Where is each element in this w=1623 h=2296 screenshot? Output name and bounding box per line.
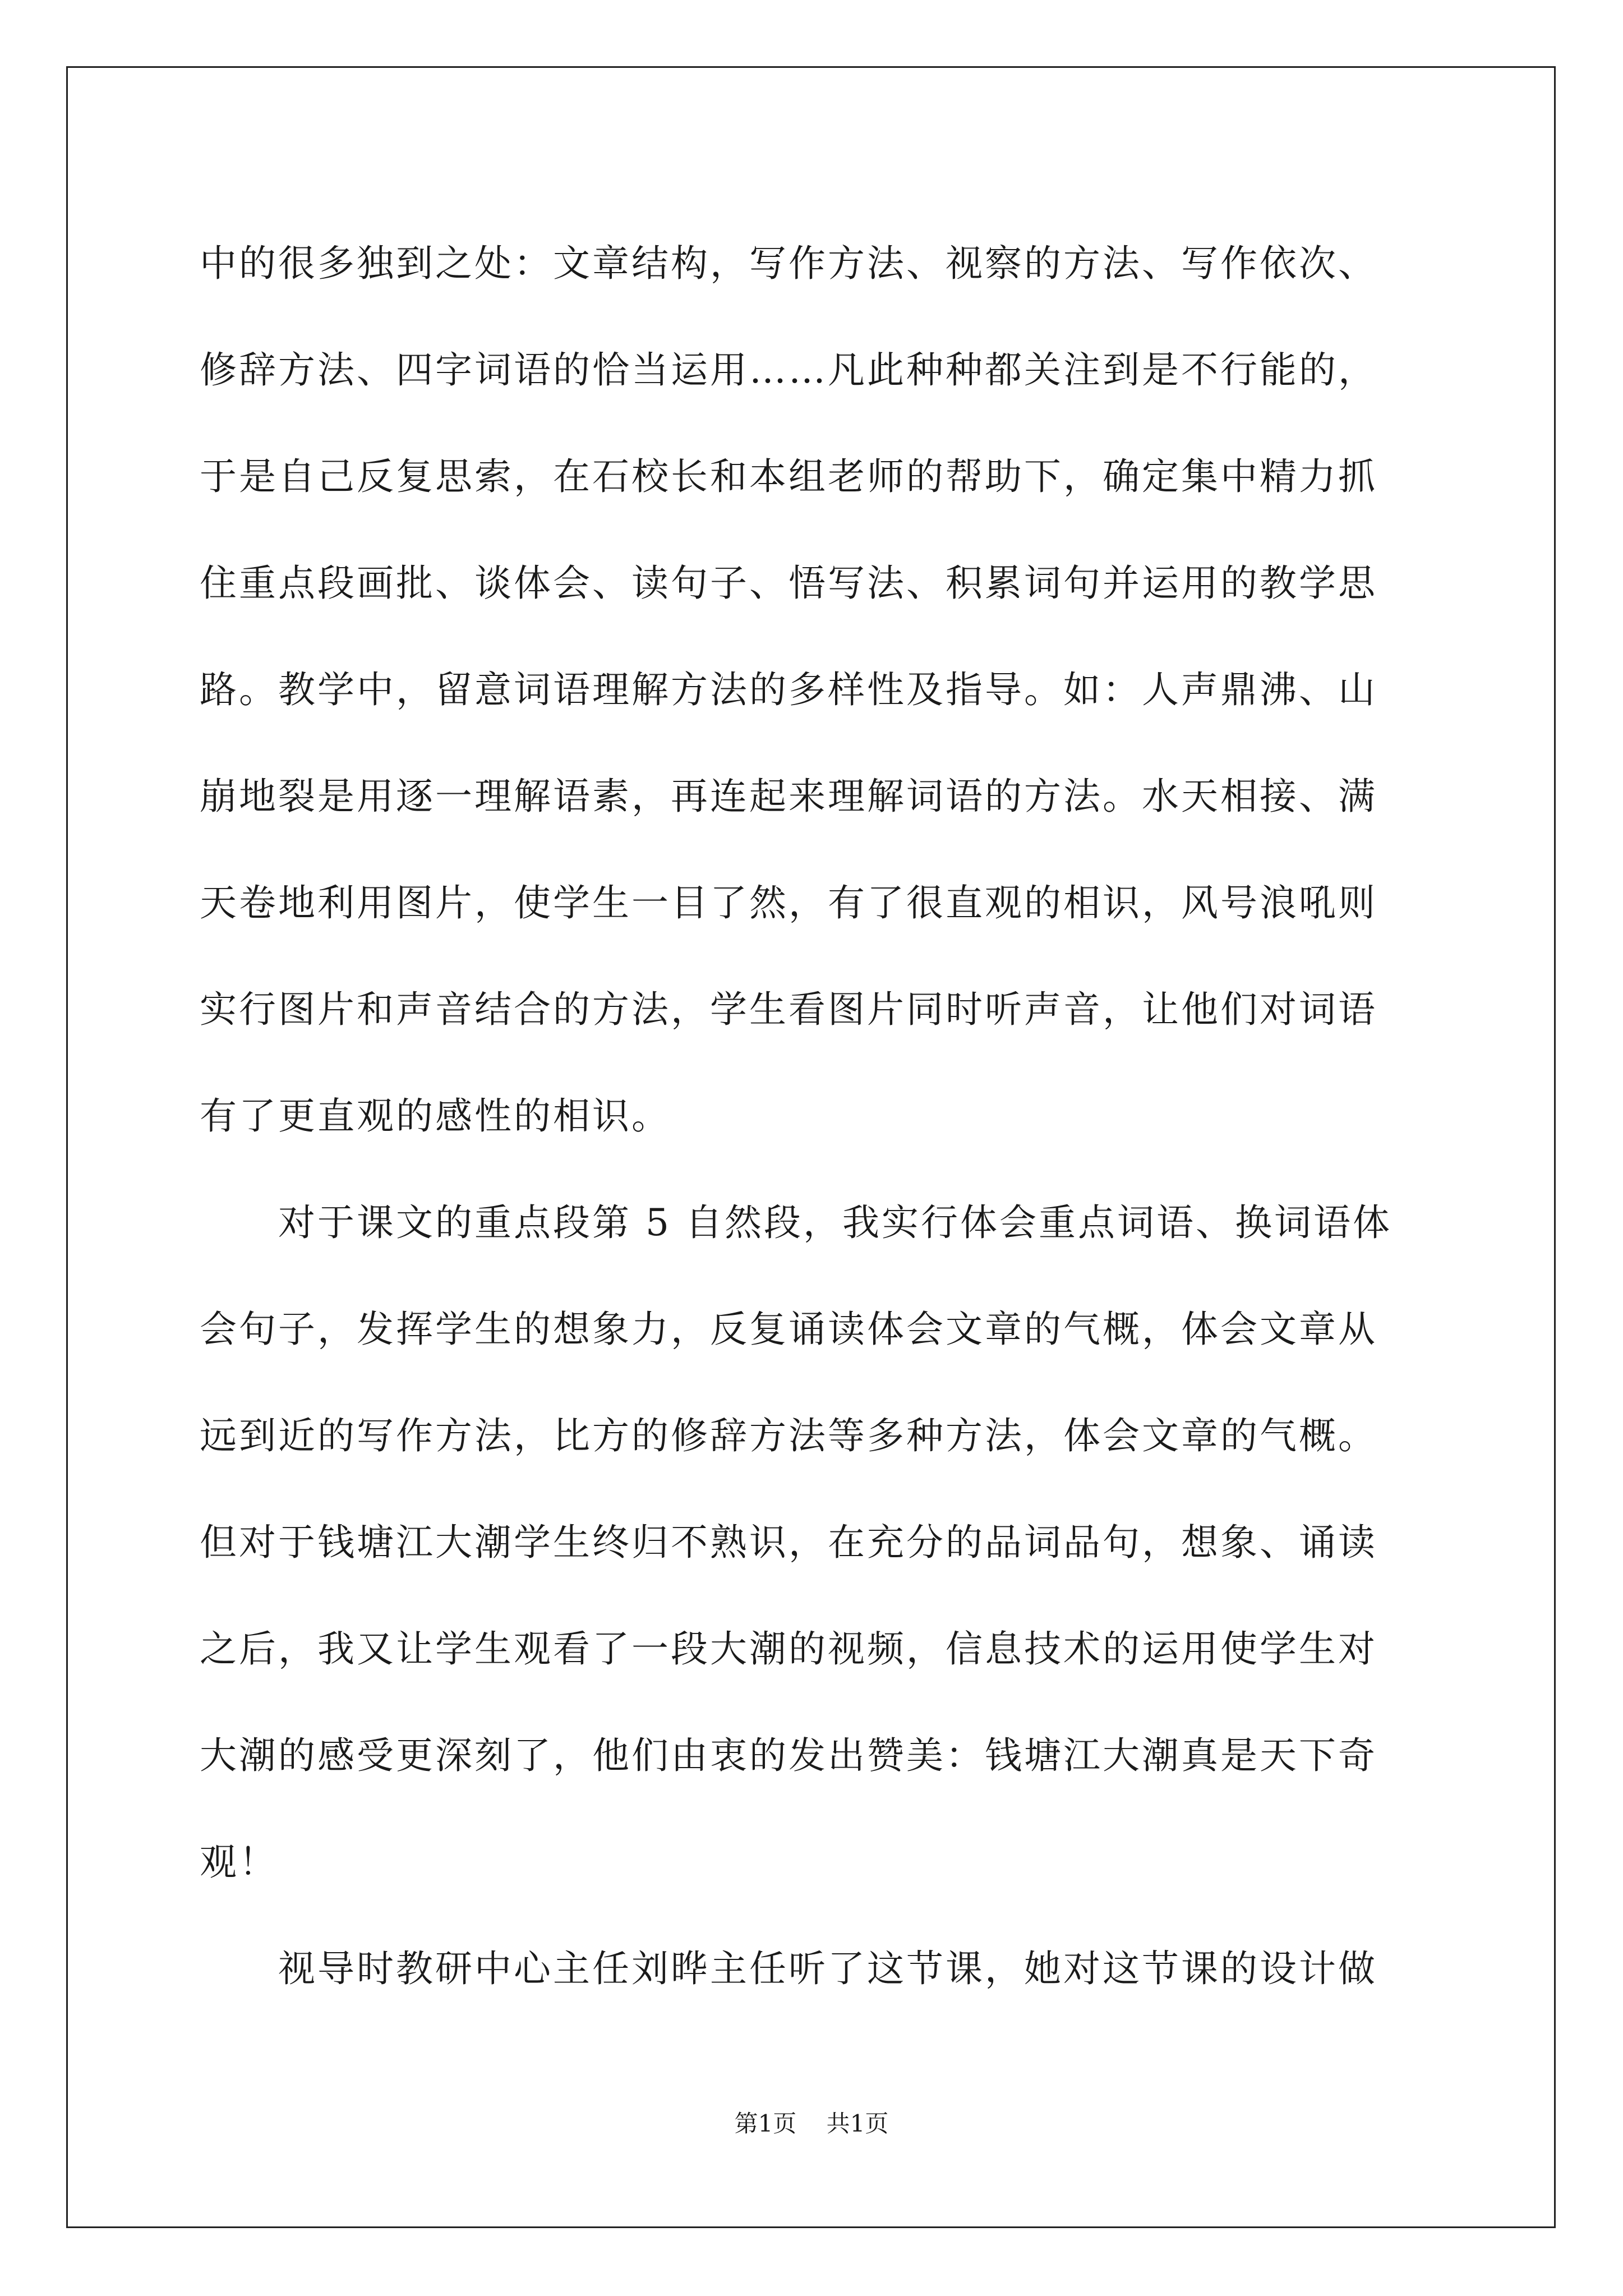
text-line: 修辞方法、四字词语的恰当运用……凡此种种都关注到是不行能的， bbox=[200, 348, 1377, 392]
text-line: 天卷地利用图片，使学生一目了然，有了很直观的相识，风号浪吼则 bbox=[200, 881, 1377, 924]
text-line: 有了更直观的感性的相识。 bbox=[200, 1094, 671, 1138]
paragraph-start-line: 对于课文的重点段第 5 自然段，我实行体会重点词语、换词语体 bbox=[278, 1201, 1392, 1244]
text-line: 大潮的感受更深刻了，他们由衷的发出赞美：钱塘江大潮真是天下奇 bbox=[200, 1734, 1377, 1777]
page-number-total: 共1页 bbox=[826, 2110, 889, 2137]
text-line: 观！ bbox=[200, 1841, 278, 1884]
document-body bbox=[200, 210, 1428, 2022]
text-line: 路。教学中，留意词语理解方法的多样性及指导。如：人声鼎沸、山 bbox=[200, 668, 1377, 711]
page-number-current: 第1页 bbox=[734, 2110, 797, 2137]
text-line: 崩地裂是用逐一理解语素，再连起来理解词语的方法。水天相接、满 bbox=[200, 775, 1377, 818]
text-line: 于是自己反复思索，在石校长和本组老师的帮助下，确定集中精力抓 bbox=[200, 455, 1377, 498]
text-line: 会句子，发挥学生的想象力，反复诵读体会文章的气概，体会文章从 bbox=[200, 1308, 1377, 1351]
text-line: 住重点段画批、谈体会、读句子、悟写法、积累词句并运用的教学思 bbox=[200, 562, 1377, 605]
text-line: 实行图片和声音结合的方法，学生看图片同时听声音，让他们对词语 bbox=[200, 988, 1377, 1031]
paragraph-start-line: 视导时教研中心主任刘晔主任听了这节课，她对这节课的设计做 bbox=[278, 1947, 1377, 1990]
text-line: 之后，我又让学生观看了一段大潮的视频，信息技术的运用使学生对 bbox=[200, 1627, 1377, 1671]
text-line: 远到近的写作方法，比方的修辞方法等多种方法，体会文章的气概。 bbox=[200, 1414, 1377, 1457]
text-line: 但对于钱塘江大潮学生终归不熟识，在充分的品词品句，想象、诵读 bbox=[200, 1521, 1377, 1564]
text-line: 中的很多独到之处：文章结构，写作方法、视察的方法、写作依次、 bbox=[200, 242, 1377, 285]
page-footer bbox=[0, 2107, 1623, 2141]
